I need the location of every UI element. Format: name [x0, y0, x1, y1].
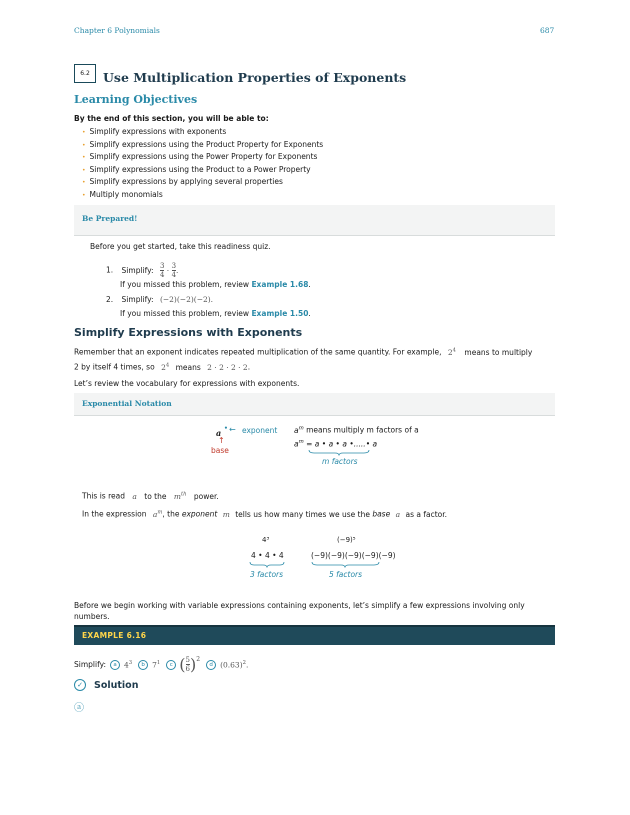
part-c-marker: c [166, 660, 176, 670]
part-d-marker: d [206, 660, 216, 670]
readiness-intro: Before you get started, take this readiness quiz. [90, 242, 271, 251]
page-number: 687 [540, 26, 555, 35]
example-neg9-fifth: (−9)⁵ [337, 536, 356, 544]
bullet-icon: • [82, 154, 86, 161]
quiz-2-expression: (−2)(−2)(−2). [159, 295, 214, 304]
bullet-icon: • [82, 191, 86, 199]
objective-item: • Simplify expressions by applying several properties [82, 177, 283, 186]
part-b-marker: b [138, 660, 148, 670]
math-five-sixths-squared: ( 5 6 ) 2 [179, 654, 201, 674]
math-a: a [395, 509, 401, 519]
learning-objectives-title: Learning Objectives [74, 93, 198, 106]
example-neg9-expanded: (−9)(−9)(−9)(−9)(−9) [311, 551, 396, 560]
quiz-item-1: 1. Simplify: $\frac{3}{4}$ · $\frac{3}{4}$ . [106, 262, 179, 279]
be-prepared-body [74, 235, 555, 322]
exponent-label: exponent [242, 426, 278, 435]
brace-3-factors [249, 561, 285, 568]
example-label: EXAMPLE 6.16 [82, 631, 147, 640]
section-number-box: 6.2 [74, 64, 96, 83]
running-header-chapter: Chapter 6 Polynomials [74, 26, 160, 35]
exponential-notation-title: Exponential Notation [82, 399, 172, 408]
math-063-squared: $(0.63)^2$. [220, 659, 249, 670]
quiz-item-2: 2. Simplify: (−2)(−2)(−2). [106, 295, 214, 304]
paragraph-vocab: Let’s review the vocabulary for expressions with exponents. [74, 379, 300, 388]
quiz-review-2: If you missed this problem, review Example 1.50. [120, 309, 311, 318]
objective-item: • Simplify expressions using the Product to a Power Property [82, 164, 311, 174]
objective-item: • Multiply monomials [82, 189, 163, 199]
objectives-intro: By the end of this section, you will be able to: [74, 114, 269, 123]
brace-m-factors [308, 449, 370, 456]
bullet-icon: • [82, 129, 86, 136]
check-icon: ✓ [74, 679, 86, 691]
bullet-icon: • [82, 141, 86, 149]
subsection-title: Simplify Expressions with Exponents [74, 326, 303, 339]
fraction-product: $\frac{3}{4}$ · $\frac{3}{4}$ . [159, 262, 179, 279]
math-2-to-4: $2^4$ [447, 347, 457, 357]
example-link[interactable]: Example 1.68 [251, 280, 309, 289]
example-4-cubed: 4³ [262, 536, 270, 544]
definition-line-2: $a^m = a$ • a • a •.....• a [294, 439, 378, 449]
example-header-bar [74, 625, 555, 645]
part-a-marker: ⓐ [74, 703, 84, 714]
paragraph-exponent-intro: Remember that an exponent indicates repeated multiplication of the same quantity. For example, $2^4$ means to multiply [74, 347, 533, 357]
math-m: m [222, 509, 230, 519]
expression-sentence: In the expression $a^m$, the exponent m tells us how many times we use the base a as a factor. [82, 509, 448, 519]
example-link[interactable]: Example 1.50 [251, 309, 309, 318]
base-variable: a [216, 428, 222, 438]
paragraph-exponent-intro-cont: 2 by itself 4 times, so $2^4$ means 2 · 2 · 2 · 2. [74, 362, 251, 372]
bullet-icon: • [82, 179, 86, 186]
feature-divider [74, 415, 555, 416]
example-4-expanded: 4 • 4 • 4 [251, 551, 284, 560]
part-a-marker: a [110, 660, 120, 670]
math-a-m: $a^m$ [152, 509, 163, 519]
solution-part-a [74, 697, 84, 716]
example-problem: Simplify: a $4^3$ b $7^1$ c ( 5 6 ) 2 d $(0.63)^2$. [74, 654, 249, 674]
definition-line-1: $a^m$ means multiply m factors of a [294, 425, 419, 435]
3-factors-label: 3 factors [250, 570, 284, 579]
quiz-review-1: If you missed this problem, review Example 1.68. [120, 280, 311, 289]
be-prepared-title: Be Prepared! [82, 214, 138, 223]
arrow-up-icon: ↑ [218, 436, 225, 445]
objective-item: • Simplify expressions using the Product Property for Exponents [82, 139, 324, 149]
objective-item: • Simplify expressions with exponents [82, 127, 227, 136]
5-factors-label: 5 factors [329, 570, 363, 579]
read-as-sentence: This is read a to the $m^{th}$ power. [82, 491, 219, 501]
math-m-th: $m^{th}$ [173, 491, 187, 501]
math-a: a [132, 491, 137, 501]
brace-5-factors [311, 561, 381, 568]
base-label: base [211, 446, 229, 455]
be-prepared-header [74, 205, 555, 235]
bullet-icon: • [82, 166, 86, 174]
arrow-left-icon: ← [229, 425, 236, 434]
objective-item: • Simplify expressions using the Power Property for Exponents [82, 152, 318, 161]
exponent-dot-icon: • [224, 425, 228, 432]
exponential-notation-header [74, 393, 555, 415]
m-factors-label: m factors [322, 457, 358, 466]
math-7-to-1: $7^1$ [152, 659, 161, 670]
math-4-cubed: $4^3$ [124, 659, 133, 670]
transition-paragraph: Before we begin working with variable expressions containing exponents, let’s simplify a few expressions involving only numbers. [74, 601, 525, 621]
math-2-to-4: $2^4$ [161, 362, 170, 372]
solution-heading: ✓ Solution [74, 679, 138, 691]
section-title: Use Multiplication Properties of Exponents [103, 70, 407, 85]
